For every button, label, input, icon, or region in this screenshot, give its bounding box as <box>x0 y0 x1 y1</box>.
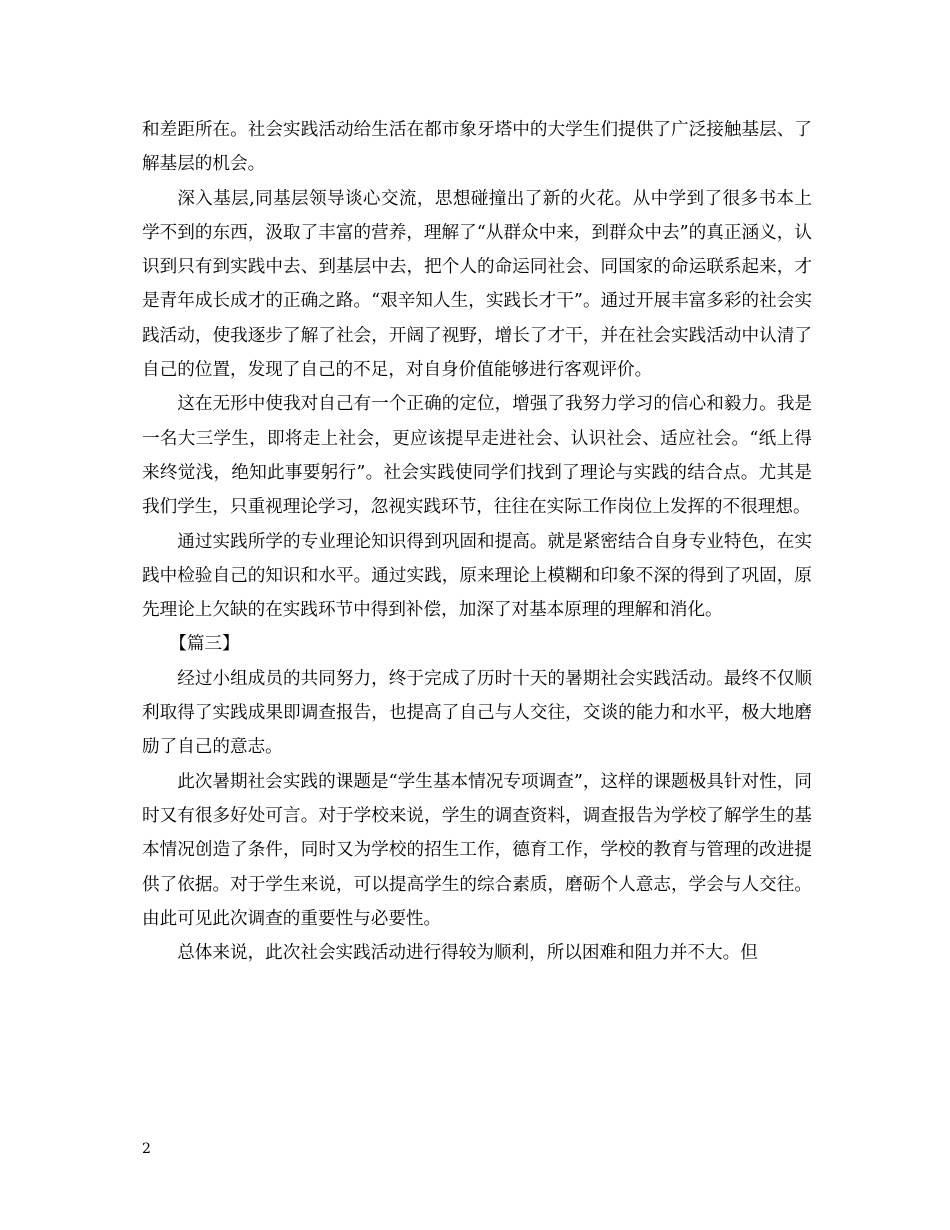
page-number: 2 <box>142 1141 151 1157</box>
body-paragraph: 和差距所在。社会实践活动给生活在都市象牙塔中的大学生们提供了广泛接触基层、了解基层的机会。 <box>142 120 812 175</box>
body-paragraph: 总体来说，此次社会实践活动进行得较为顺利，所以困难和阻力并不大。但 <box>177 943 758 964</box>
body-paragraph: 这在无形中使我对自己有一个正确的定位，增强了我努力学习的信心和毅力。我是一名大三学生，即将走上社会，更应该提早走进社会、认识社会、适应社会。“纸上得来终觉浅，绝知此事要躬行”。社会实践使同学们找到了理论与实践的结合点。尤其是我们学生，只重视理论学习，忽视实践环节，往往在实际工作岗位上发挥的不很理想。 <box>142 394 812 518</box>
body-paragraph: 深入基层,同基层领导谈心交流，思想碰撞出了新的火花。从中学到了很多书本上学不到的东西，汲取了丰富的营养，理解了“从群众中来，到群众中去”的真正涵义，认识到只有到实践中去、到基层中去，把个人的命运同社会、同国家的命运联系起来，才是青年成长成才的正确之路。“艰辛知人生，实践长才干”。通过开展丰富多彩的社会实践活动，使我逐步了解了社会，开阔了视野，增长了才干，并在社会实践活动中认清了自己的位置，发现了自己的不足，对自身价值能够进行客观评价。 <box>142 188 812 381</box>
document-body <box>142 113 812 970</box>
section-heading: 【篇三】 <box>169 634 240 655</box>
body-paragraph: 此次暑期社会实践的课题是“学生基本情况专项调查”，这样的课题极具针对性，同时又有很多好处可言。对于学校来说，学生的调查资料，调查报告为学校了解学生的基本情况创造了条件，同时又为学校的招生工作，德育工作，学校的教育与管理的改进提供了依据。对于学生来说，可以提高学生的综合素质，磨砺个人意志，学会与人交往。由此可见此次调查的重要性与必要性。 <box>142 771 812 929</box>
body-paragraph: 通过实践所学的专业理论知识得到巩固和提高。就是紧密结合自身专业特色，在实践中检验自己的知识和水平。通过实践，原来理论上模糊和印象不深的得到了巩固，原先理论上欠缺的在实践环节中得到补偿，加深了对基本原理的理解和消化。 <box>142 531 812 621</box>
body-paragraph: 经过小组成员的共同努力，终于完成了历时十天的暑期社会实践活动。最终不仅顺利取得了实践成果即调查报告，也提高了自己与人交往，交谈的能力和水平，极大地磨励了自己的意志。 <box>142 668 812 758</box>
